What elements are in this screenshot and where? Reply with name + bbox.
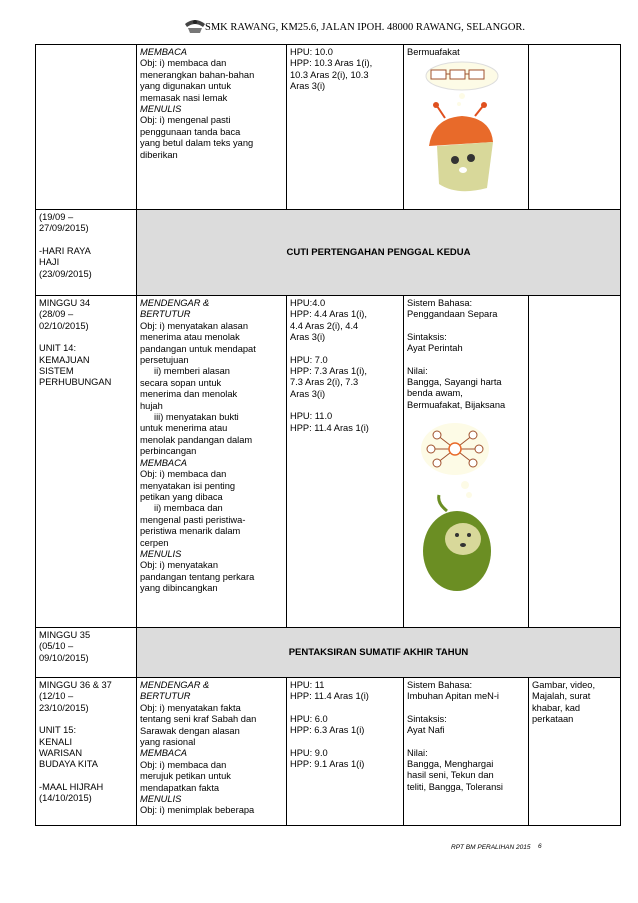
values-line: Sistem Bahasa: bbox=[407, 298, 473, 308]
objective-line: tentang seni kraf Sabah dan bbox=[140, 714, 257, 725]
week-line: (12/10 – bbox=[39, 691, 74, 702]
standard-line: 7.3 Aras 2(i), 7.3 bbox=[290, 377, 359, 388]
creature-thinking-illustration bbox=[407, 411, 517, 601]
objective-line: merujuk petikan untuk bbox=[140, 771, 231, 782]
table-row bbox=[36, 678, 621, 826]
objective-line: cerpen bbox=[140, 537, 169, 548]
objective-line: menerima atau menolak bbox=[140, 332, 240, 343]
objective-line: Obj: i) menyatakan fakta bbox=[140, 702, 241, 713]
objective-line: mendapatkan fakta bbox=[140, 782, 220, 793]
standard-line: HPU: 10.0 bbox=[290, 47, 333, 57]
week-cell bbox=[36, 45, 137, 210]
page-number: 6 bbox=[538, 843, 542, 850]
values-line: Bermuafakat bbox=[407, 47, 460, 57]
robot-thinking-illustration bbox=[407, 58, 517, 198]
values-cell bbox=[404, 678, 529, 826]
resources-line: Gambar, video, bbox=[532, 680, 596, 690]
values-line: Bermuafakat, Bijaksana bbox=[407, 399, 506, 410]
objective-line: Obj: i) menyatakan alasan bbox=[140, 320, 249, 331]
resources-line: perkataan bbox=[532, 714, 574, 725]
week-line: MINGGU 36 & 37 bbox=[39, 680, 112, 690]
values-line: Ayat Nafi bbox=[407, 725, 445, 736]
week-line: 27/09/2015) bbox=[39, 223, 89, 234]
spacer bbox=[39, 771, 133, 782]
skill-heading: MEMBACA bbox=[140, 47, 188, 57]
objective-line: Obj: i) menimplak beberapa bbox=[140, 805, 255, 816]
values-line: Sintaksis: bbox=[407, 713, 447, 724]
week-line: KEMAJUAN bbox=[39, 354, 90, 365]
objective-line: yang rasional bbox=[140, 737, 196, 748]
standard-line: HPP: 4.4 Aras 1(i), bbox=[290, 309, 367, 320]
week-line: UNIT 14: bbox=[39, 343, 77, 354]
standard-line: HPP: 10.3 Aras 1(i), bbox=[290, 58, 373, 69]
objective-line: secara sopan untuk bbox=[140, 377, 222, 388]
school-crest-icon bbox=[183, 14, 207, 34]
week-line: (28/09 – bbox=[39, 309, 74, 320]
spacer bbox=[39, 332, 133, 343]
week-line: 02/10/2015) bbox=[39, 320, 89, 331]
week-line: BUDAYA KITA bbox=[39, 759, 98, 770]
spacer bbox=[407, 355, 525, 366]
skill-heading: MENULIS bbox=[140, 104, 182, 115]
values-line: Sistem Bahasa: bbox=[407, 680, 473, 690]
values-line: Nilai: bbox=[407, 365, 428, 376]
school-address: SMK RAWANG, KM25.6, JALAN IPOH. 48000 RAWANG, SELANGOR. bbox=[205, 22, 526, 33]
objective-line: petikan yang dibaca bbox=[140, 491, 223, 502]
skill-heading: MEMBACA bbox=[140, 748, 188, 759]
objective-cell bbox=[137, 296, 287, 628]
skill-heading: MENULIS bbox=[140, 794, 182, 805]
resources-cell bbox=[529, 296, 621, 628]
objective-line: Obj: i) membaca dan bbox=[140, 469, 227, 480]
values-line: Penggandaan Separa bbox=[407, 309, 498, 320]
skill-heading: BERTUTUR bbox=[140, 691, 191, 702]
standard-line: HPP: 6.3 Aras 1(i) bbox=[290, 725, 365, 736]
spacer bbox=[39, 714, 133, 725]
skill-heading: BERTUTUR bbox=[140, 309, 191, 320]
objective-cell bbox=[137, 678, 287, 826]
standard-line: HPP: 11.4 Aras 1(i) bbox=[290, 691, 369, 702]
skill-heading: MEMBACA bbox=[140, 457, 188, 468]
objective-line: ii) membaca dan bbox=[154, 503, 223, 514]
standard-line: HPP: 9.1 Aras 1(i) bbox=[290, 759, 365, 770]
table-row bbox=[36, 628, 621, 678]
spacer bbox=[290, 344, 400, 355]
week-line: UNIT 15: bbox=[39, 725, 77, 736]
objective-line: diberikan bbox=[140, 149, 178, 160]
standard-line: HPU: 6.0 bbox=[290, 713, 328, 724]
values-line: Sintaksis: bbox=[407, 331, 447, 342]
week-line: (19/09 – bbox=[39, 212, 74, 222]
standard-cell bbox=[287, 296, 404, 628]
objective-line: menerangkan bahan-bahan bbox=[140, 69, 255, 80]
week-line: SISTEM bbox=[39, 366, 74, 377]
objective-line: ii) memberi alasan bbox=[154, 366, 230, 377]
objective-line: perbincangan bbox=[140, 446, 197, 457]
spacer bbox=[39, 235, 133, 246]
standard-line: HPU: 11.0 bbox=[290, 411, 333, 422]
footer-text: RPT BM PERALIHAN 2015 bbox=[451, 844, 531, 851]
objective-line: Obj: i) membaca dan bbox=[140, 759, 227, 770]
objective-line: yang dibincangkan bbox=[140, 583, 218, 594]
values-line: hasil seni, Tekun dan bbox=[407, 770, 494, 781]
objective-line: menolak pandangan dalam bbox=[140, 434, 253, 445]
standard-line: Aras 3(i) bbox=[290, 81, 326, 92]
table-row bbox=[36, 296, 621, 628]
week-line: (14/10/2015) bbox=[39, 793, 92, 804]
spacer bbox=[407, 321, 525, 332]
table-row bbox=[36, 210, 621, 296]
week-cell bbox=[36, 678, 137, 826]
week-line: MINGGU 34 bbox=[39, 298, 91, 308]
values-cell bbox=[404, 296, 529, 628]
holiday-banner: CUTI PERTENGAHAN PENGGAL KEDUA bbox=[137, 210, 621, 296]
week-line: WARISAN bbox=[39, 748, 83, 759]
values-line: benda awam, bbox=[407, 388, 463, 399]
objective-cell bbox=[137, 45, 287, 210]
resources-line: Majalah, surat bbox=[532, 691, 591, 702]
page-header bbox=[0, 14, 638, 38]
resources-line: khabar, kad bbox=[532, 702, 581, 713]
objective-line: Sarawak dengan alasan bbox=[140, 725, 240, 736]
standard-line: HPU: 9.0 bbox=[290, 747, 328, 758]
objective-line: pandangan untuk mendapat bbox=[140, 343, 256, 354]
resources-cell bbox=[529, 45, 621, 210]
skill-heading: MENDENGAR & bbox=[140, 298, 210, 308]
assessment-banner: PENTAKSIRAN SUMATIF AKHIR TAHUN bbox=[137, 628, 621, 678]
spacer bbox=[290, 703, 400, 714]
values-line: Bangga, Sayangi harta bbox=[407, 377, 502, 388]
skill-heading: MENDENGAR & bbox=[140, 680, 210, 690]
week-line: 09/10/2015) bbox=[39, 652, 89, 663]
values-cell bbox=[404, 45, 529, 210]
objective-line: yang digunakan untuk bbox=[140, 81, 231, 92]
week-line: (23/09/2015) bbox=[39, 268, 92, 279]
values-line: Bangga, Menghargai bbox=[407, 759, 494, 770]
objective-line: iii) menyatakan bukti bbox=[154, 412, 239, 423]
objective-line: menerima dan menolak bbox=[140, 389, 238, 400]
spacer bbox=[407, 737, 525, 748]
objective-line: Obj: i) menyatakan bbox=[140, 560, 219, 571]
standard-cell bbox=[287, 678, 404, 826]
week-cell bbox=[36, 296, 137, 628]
week-line: -HARI RAYA bbox=[39, 245, 91, 256]
objective-line: Obj: i) membaca dan bbox=[140, 58, 227, 69]
week-line: 23/10/2015) bbox=[39, 702, 89, 713]
standard-line: HPP: 7.3 Aras 1(i), bbox=[290, 366, 367, 377]
spacer bbox=[407, 703, 525, 714]
spacer bbox=[290, 737, 400, 748]
week-line: HAJI bbox=[39, 257, 60, 268]
objective-line: yang betul dalam teks yang bbox=[140, 138, 254, 149]
standard-line: HPP: 11.4 Aras 1(i) bbox=[290, 422, 369, 433]
objective-line: persetujuan bbox=[140, 355, 189, 366]
objective-line: menyatakan isi penting bbox=[140, 480, 236, 491]
values-line: Ayat Perintah bbox=[407, 343, 463, 354]
objective-line: hujah bbox=[140, 400, 163, 411]
week-line: KENALI bbox=[39, 736, 73, 747]
values-line: Nilai: bbox=[407, 747, 428, 758]
standard-line: HPU:4.0 bbox=[290, 298, 326, 308]
week-line: PERHUBUNGAN bbox=[39, 377, 112, 388]
standard-line: HPU: 7.0 bbox=[290, 354, 328, 365]
spacer bbox=[290, 400, 400, 411]
standard-line: Aras 3(i) bbox=[290, 332, 326, 343]
week-line: MINGGU 35 bbox=[39, 630, 91, 640]
standard-cell bbox=[287, 45, 404, 210]
week-cell bbox=[36, 210, 137, 296]
objective-line: peristiwa menarik dalam bbox=[140, 526, 241, 537]
lesson-plan-table bbox=[35, 44, 621, 826]
values-line: Imbuhan Apitan meN-i bbox=[407, 691, 499, 702]
resources-cell bbox=[529, 678, 621, 826]
skill-heading: MENULIS bbox=[140, 548, 182, 559]
week-cell bbox=[36, 628, 137, 678]
objective-line: untuk menerima atau bbox=[140, 423, 228, 434]
week-line: -MAAL HIJRAH bbox=[39, 781, 104, 792]
standard-line: 4.4 Aras 2(i), 4.4 bbox=[290, 320, 359, 331]
values-line: teliti, Bangga, Toleransi bbox=[407, 781, 503, 792]
objective-line: pandangan tentang perkara bbox=[140, 571, 255, 582]
table-row bbox=[36, 45, 621, 210]
standard-line: Aras 3(i) bbox=[290, 388, 326, 399]
standard-line: 10.3 Aras 2(i), 10.3 bbox=[290, 69, 369, 80]
week-line: (05/10 – bbox=[39, 641, 74, 652]
objective-line: mengenal pasti peristiwa- bbox=[140, 514, 246, 525]
objective-line: Obj: i) mengenal pasti bbox=[140, 115, 231, 126]
objective-line: penggunaan tanda baca bbox=[140, 126, 241, 137]
standard-line: HPU: 11 bbox=[290, 680, 325, 690]
objective-line: memasak nasi lemak bbox=[140, 92, 228, 103]
